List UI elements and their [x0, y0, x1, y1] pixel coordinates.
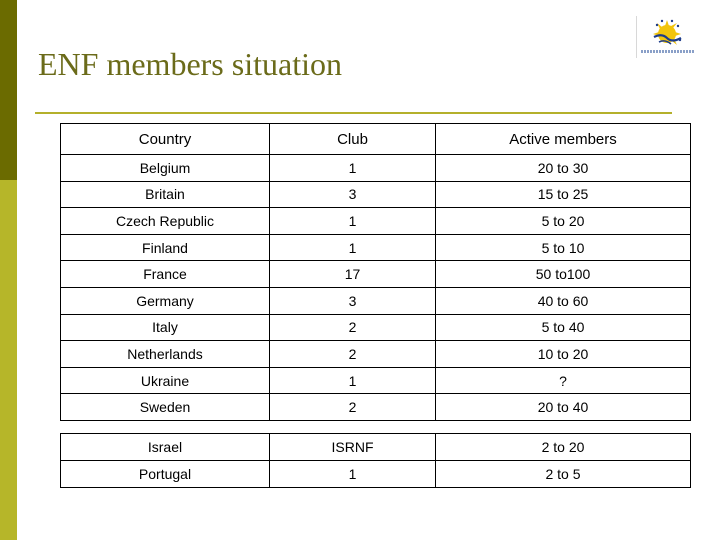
cell-club: 3 — [270, 287, 436, 314]
cell-active-members: 10 to 20 — [436, 341, 691, 368]
table-row — [61, 208, 691, 235]
cell-country: Netherlands — [61, 341, 270, 368]
table-row — [61, 261, 691, 288]
cell-club: 3 — [270, 181, 436, 208]
members-table — [60, 123, 691, 421]
cell-club: 1 — [270, 155, 436, 182]
table-row — [61, 287, 691, 314]
cell-active-members: 5 to 20 — [436, 208, 691, 235]
table-row — [61, 155, 691, 182]
cell-active-members: 2 to 5 — [436, 461, 691, 488]
cell-active-members: 50 to100 — [436, 261, 691, 288]
cell-country: Portugal — [61, 461, 270, 488]
cell-club: 2 — [270, 394, 436, 421]
cell-active-members: 20 to 40 — [436, 394, 691, 421]
additional-members-table — [60, 433, 691, 488]
cell-club: 17 — [270, 261, 436, 288]
title-underline — [35, 112, 672, 114]
cell-country: Britain — [61, 181, 270, 208]
cell-active-members: 5 to 40 — [436, 314, 691, 341]
cell-country: France — [61, 261, 270, 288]
cell-country: Israel — [61, 434, 270, 461]
cell-club: 2 — [270, 314, 436, 341]
cell-active-members: 20 to 30 — [436, 155, 691, 182]
cell-country: Ukraine — [61, 367, 270, 394]
logo-caption — [641, 50, 695, 53]
enf-logo — [636, 16, 695, 58]
cell-club: 1 — [270, 208, 436, 235]
cell-country: Sweden — [61, 394, 270, 421]
cell-club: 1 — [270, 367, 436, 394]
cell-active-members: 15 to 25 — [436, 181, 691, 208]
table-row — [61, 367, 691, 394]
table-row — [61, 341, 691, 368]
table-row — [61, 314, 691, 341]
table-row — [61, 394, 691, 421]
side-bar-light — [0, 180, 17, 540]
header-country: Country — [61, 124, 270, 155]
table-row — [61, 181, 691, 208]
cell-club: 1 — [270, 234, 436, 261]
sun-logo-icon — [637, 16, 695, 50]
cell-country: Finland — [61, 234, 270, 261]
header-active-members: Active members — [436, 124, 691, 155]
cell-club: 1 — [270, 461, 436, 488]
cell-active-members: 2 to 20 — [436, 434, 691, 461]
table-row — [61, 461, 691, 488]
header-club: Club — [270, 124, 436, 155]
cell-club: 2 — [270, 341, 436, 368]
cell-active-members: 40 to 60 — [436, 287, 691, 314]
cell-country: Italy — [61, 314, 270, 341]
cell-country: Germany — [61, 287, 270, 314]
cell-country: Belgium — [61, 155, 270, 182]
table-row — [61, 434, 691, 461]
cell-active-members: ? — [436, 367, 691, 394]
cell-club: ISRNF — [270, 434, 436, 461]
table-header-row — [61, 124, 691, 155]
cell-country: Czech Republic — [61, 208, 270, 235]
side-bar-dark — [0, 0, 17, 180]
cell-active-members: 5 to 10 — [436, 234, 691, 261]
table-row — [61, 234, 691, 261]
slide-title: ENF members situation — [38, 46, 342, 82]
